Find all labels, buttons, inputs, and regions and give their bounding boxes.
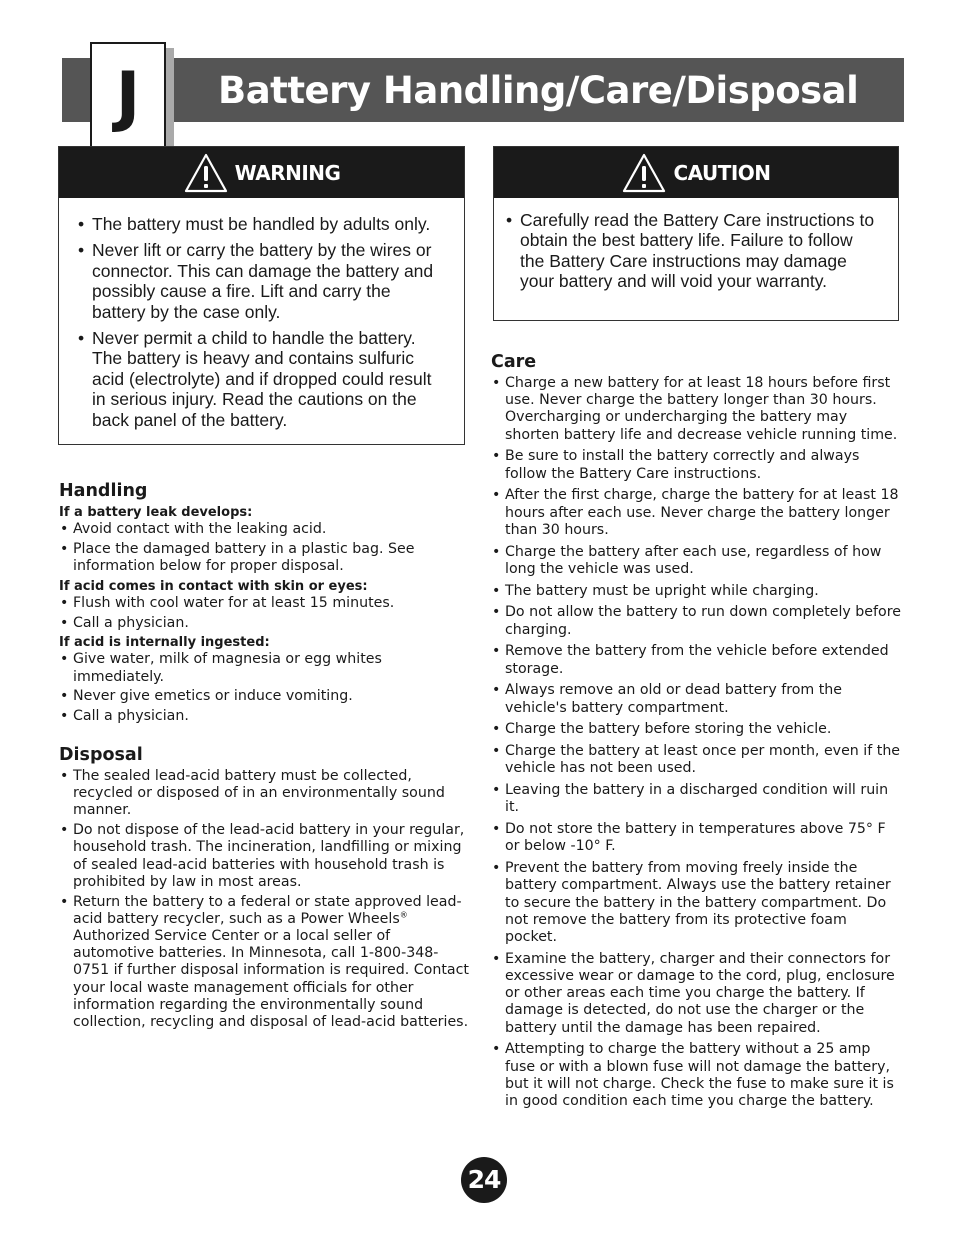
caution-header xyxy=(494,147,898,198)
caution-label: CAUTION xyxy=(673,160,771,185)
list-item: • Carefully read the Battery Care instructions to obtain the best battery life. Failure to follow the Battery Care instructions may damage your battery and will void your warranty. xyxy=(506,210,880,292)
list-item: • Never permit a child to handle the battery. The battery is heavy and contains sulfuric acid (electrolyte) and if dropped could result in serious injury. Read the cautions on the back panel of the battery. xyxy=(78,328,448,430)
list-item: • Call a physician. xyxy=(59,615,471,632)
registered-mark: ® xyxy=(399,910,408,920)
warning-triangle-icon xyxy=(183,152,229,194)
list-item: • Never give emetics or induce vomiting. xyxy=(59,688,471,705)
page-number: 24 xyxy=(461,1157,507,1203)
care-section xyxy=(491,351,903,1115)
warning-header xyxy=(59,147,464,198)
skin-contact-subheading: If acid comes in contact with skin or eyes: xyxy=(59,578,368,594)
disposal-text-a: Return the battery to a federal or state approved lead-acid battery recycler, such as a Power Wheels xyxy=(73,893,462,927)
disposal-text-b: Authorized Service Center or a local seller of automotive batteries. In Minnesota, call 1-800-348-0751 if further disposal information is required. Contact your local waste management officials for other information regarding the environmentally sound collection, recycling and disposal of lead-acid batteries. xyxy=(73,928,469,1031)
list-item: • Remove the battery from the vehicle before extended storage. xyxy=(491,643,903,677)
list-item: • The sealed lead-acid battery must be collected, recycled or disposed of in an environmentally sound manner. xyxy=(59,768,471,820)
section-letter: J xyxy=(115,58,141,135)
care-list xyxy=(491,375,903,1110)
caution-box xyxy=(493,146,899,321)
list-item: • Charge the battery after each use, regardless of how long the vehicle was used. xyxy=(491,544,903,578)
caution-list xyxy=(494,198,898,292)
list-item: • Never lift or carry the battery by the wires or connector. This can damage the battery and possibly cause a fire. Lift and carry the battery by the case only. xyxy=(78,240,448,322)
ingested-list xyxy=(59,651,471,725)
list-item: • After the first charge, charge the battery for at least 18 hours after each use. Never charge the battery longer than 30 hours. xyxy=(491,487,903,539)
list-item: • Flush with cool water for at least 15 minutes. xyxy=(59,595,471,612)
list-item: • Charge the battery before storing the vehicle. xyxy=(491,721,903,738)
list-item: • Charge the battery at least once per month, even if the vehicle has not been used. xyxy=(491,743,903,777)
list-item xyxy=(59,894,471,1032)
list-item: • Avoid contact with the leaking acid. xyxy=(59,521,471,538)
disposal-section xyxy=(59,744,471,1034)
handling-heading: Handling xyxy=(59,481,148,501)
skin-contact-list xyxy=(59,595,471,632)
list-item: • Call a physician. xyxy=(59,708,471,725)
list-item: • Do not dispose of the lead-acid battery in your regular, household trash. The incineration, landfilling or mixing of sealed lead-acid batteries with household trash is prohibited by law in most areas. xyxy=(59,822,471,891)
handling-section xyxy=(59,480,471,728)
list-item: • Do not store the battery in temperatures above 75° F or below -10° F. xyxy=(491,821,903,855)
list-item: • Examine the battery, charger and their connectors for excessive wear or damage to the cord, plug, enclosure or other areas each time you charge the battery. If damage is detected, do not use the charger or the battery until the damage has been repaired. xyxy=(491,951,903,1037)
list-item: • Charge a new battery for at least 18 hours before first use. Never charge the battery longer than 30 hours. Overcharging or undercharging the battery may shorten battery life and decrease vehicle running time. xyxy=(491,375,903,444)
ingested-subheading: If acid is internally ingested: xyxy=(59,635,270,651)
section-letter-box xyxy=(90,42,166,150)
list-item: • Do not allow the battery to run down completely before charging. xyxy=(491,604,903,638)
page-title: Battery Handling/Care/Disposal xyxy=(218,69,859,112)
warning-box xyxy=(58,146,465,445)
warning-list xyxy=(59,198,464,430)
warning-label: WARNING xyxy=(234,160,341,185)
list-item: • Give water, milk of magnesia or egg whites immediately. xyxy=(59,651,471,685)
list-item: • Leaving the battery in a discharged condition will ruin it. xyxy=(491,782,903,816)
list-item: • Always remove an old or dead battery from the vehicle's battery compartment. xyxy=(491,682,903,716)
care-heading: Care xyxy=(491,352,537,372)
leak-subheading: If a battery leak develops: xyxy=(59,505,253,520)
list-item: • Attempting to charge the battery without a 25 amp fuse or with a blown fuse will not damage the battery, but it will not charge. Check the fuse to make sure it is in good condition each time you charge the battery. xyxy=(491,1041,903,1110)
list-item: • The battery must be handled by adults only. xyxy=(78,214,448,234)
disposal-heading: Disposal xyxy=(59,745,143,765)
list-item: • Be sure to install the battery correctly and always follow the Battery Care instructions. xyxy=(491,448,903,482)
list-item: • The battery must be upright while charging. xyxy=(491,583,903,600)
leak-list xyxy=(59,521,471,575)
warning-triangle-icon xyxy=(621,152,667,194)
list-item: • Prevent the battery from moving freely inside the battery compartment. Always use the battery retainer to secure the battery in the battery compartment. Do not remove the battery from its protective foam pocket. xyxy=(491,860,903,946)
list-item: • Place the damaged battery in a plastic bag. See information below for proper disposal. xyxy=(59,541,471,575)
disposal-list xyxy=(59,768,471,1031)
